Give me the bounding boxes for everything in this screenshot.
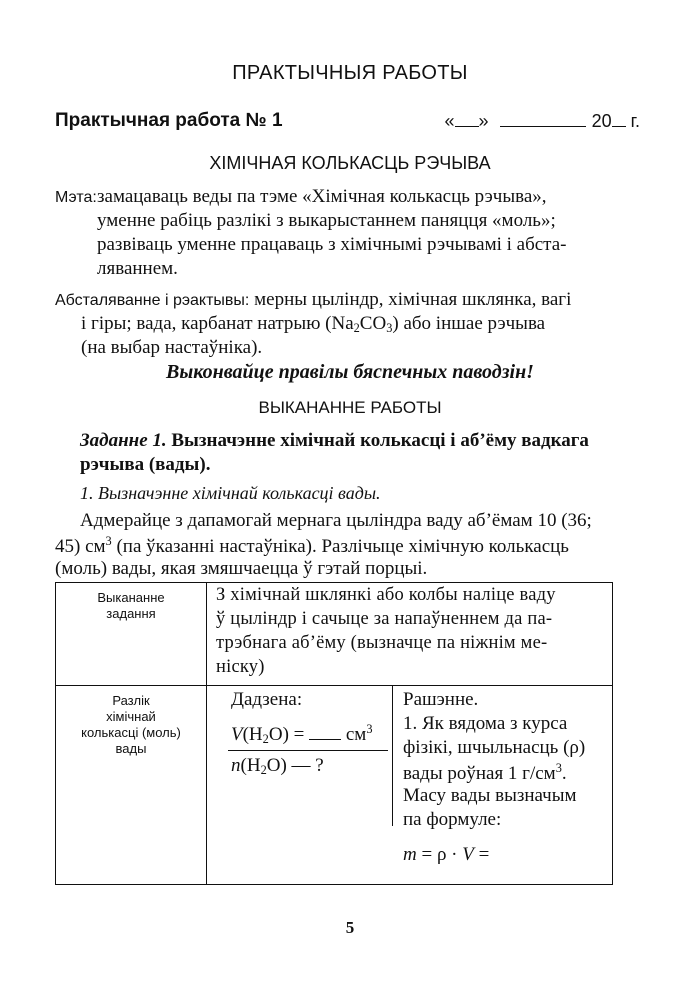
- row-label-line: хімічнай: [106, 709, 156, 724]
- row-divider: [56, 685, 612, 686]
- year-prefix: 20: [591, 111, 612, 131]
- instruction-line: [55, 534, 569, 558]
- row1-description-line: ў цыліндр і сачыце за напаўненнем да па-: [216, 609, 553, 629]
- solution-line: 1. Як вядома з курса: [403, 713, 568, 734]
- formula-text: =: [473, 844, 490, 865]
- superscript: 3: [555, 761, 562, 775]
- formula-text: (H: [242, 723, 263, 745]
- equipment-text: мерны цыліндр, хімічная шклянка, вагі: [249, 289, 572, 310]
- instruction-line: Адмерайце з дапамогай мернага цыліндра ваду аб’ёмам 10 (36;: [80, 510, 592, 531]
- row1-description-line: ніску): [216, 657, 265, 677]
- aim-line: уменне рабіць разлікі з выкарыстаннем паняцця «моль»;: [97, 210, 556, 231]
- solution-text: вады роўная 1 г/см: [403, 762, 556, 784]
- solution-line: фізікі, шчыльнасць (ρ): [403, 737, 586, 758]
- date-line: [445, 111, 640, 132]
- subscript: 2: [262, 731, 269, 746]
- solution-text: .: [561, 762, 567, 784]
- variable: m: [403, 844, 417, 865]
- subscript: 3: [386, 321, 393, 336]
- work-header: [55, 110, 640, 136]
- row-label-line: задання: [106, 606, 156, 621]
- day-blank: [455, 112, 479, 127]
- given-rule: [228, 750, 388, 751]
- aim-label: Мэта:: [55, 189, 97, 206]
- formula-text: (H: [240, 755, 261, 776]
- given-title: Дадзена:: [231, 689, 303, 710]
- equipment-line: [55, 289, 571, 311]
- solution-line: [403, 761, 567, 785]
- row1-description-line: трэбнага аб’ёму (вызначце па ніжнім ме-: [216, 633, 548, 653]
- equipment-line: (на выбар настаўніка).: [81, 337, 263, 358]
- date-open-quote: «: [444, 111, 455, 131]
- solution-line: Масу вады вызначым: [403, 785, 577, 806]
- row-label-line: Разлік: [112, 693, 150, 708]
- subscript: 2: [260, 763, 267, 778]
- equipment-text: ) або іншае рэчыва: [392, 313, 546, 334]
- task1-title: [80, 430, 589, 452]
- task-table: [55, 582, 613, 885]
- variable: V: [231, 723, 243, 745]
- row1-label: [56, 590, 206, 622]
- aim-line: ляваннем.: [97, 258, 178, 279]
- given-unknown: [231, 755, 324, 778]
- aim-line: замацаваць веды па тэме «Хімічная колькасць рэчыва»,: [97, 186, 547, 207]
- solution-title: Рашэнне.: [403, 689, 479, 710]
- step1-title: 1. Вызначэнне хімічнай колькасці вады.: [80, 483, 381, 503]
- equipment-label: Абсталяванне і рэактывы:: [55, 292, 250, 309]
- row-label-line: вады: [115, 741, 147, 756]
- work-title: Практычная работа № 1: [55, 110, 283, 131]
- page-number: 5: [345, 918, 355, 937]
- task1-title-text: Вызначэнне хімічнай колькасці і аб’ёму вадкага: [166, 430, 589, 451]
- row1-description-line: З хімічнай шклянкі або колбы наліце ваду: [216, 585, 556, 605]
- solution-line: па формуле:: [403, 809, 502, 830]
- superscript: 3: [366, 722, 373, 736]
- formula-text: = ρ ·: [416, 844, 463, 865]
- volume-blank: [309, 725, 341, 740]
- variable: V: [462, 844, 474, 865]
- instruction-line: (моль) вады, якая змяшчаецца ў гэтай порцыі.: [55, 558, 428, 579]
- date-close-quote: »: [478, 111, 489, 131]
- solution-formula: [403, 844, 489, 866]
- running-title: ПРАКТЫЧНЫЯ РАБОТЫ: [232, 62, 468, 84]
- given-volume: [231, 722, 373, 747]
- equipment-text: CO: [359, 313, 387, 334]
- safety-rules: Выконвайце правілы бяспечных паводзін!: [166, 361, 534, 383]
- given-divider: [392, 686, 393, 826]
- subscript: 2: [353, 321, 360, 336]
- superscript: 3: [105, 534, 112, 548]
- column-divider: [206, 583, 207, 884]
- year-suffix: г.: [630, 111, 640, 131]
- formula-text: O) =: [268, 723, 310, 745]
- equipment-text: і гіры; вада, карбанат натрыю (Na: [81, 313, 354, 334]
- equipment-line: [81, 313, 545, 336]
- month-blank: [500, 112, 586, 127]
- unit-text: см: [341, 723, 367, 745]
- row2-label: [56, 693, 206, 757]
- row-label-line: колькасці (моль): [81, 725, 181, 740]
- instruction-text: (па ўказанні настаўніка). Разлічыце хімічную колькасць: [111, 535, 569, 557]
- row-label-line: Выкананне: [97, 590, 165, 605]
- year-blank: [612, 112, 626, 127]
- task1-number: Заданне 1.: [80, 430, 167, 451]
- execution-title: ВЫКАНАННЕ РАБОТЫ: [258, 398, 442, 417]
- task1-title-line2: рэчыва (вады).: [80, 454, 211, 475]
- formula-text: O) — ?: [266, 755, 324, 776]
- instruction-text: 45) см: [55, 535, 106, 557]
- variable: n: [231, 755, 241, 776]
- aim-line: развіваць уменне працаваць з хімічнымі рэчывамі і абста-: [97, 234, 567, 255]
- work-subject: ХІМІЧНАЯ КОЛЬКАСЦЬ РЭЧЫВА: [209, 153, 491, 173]
